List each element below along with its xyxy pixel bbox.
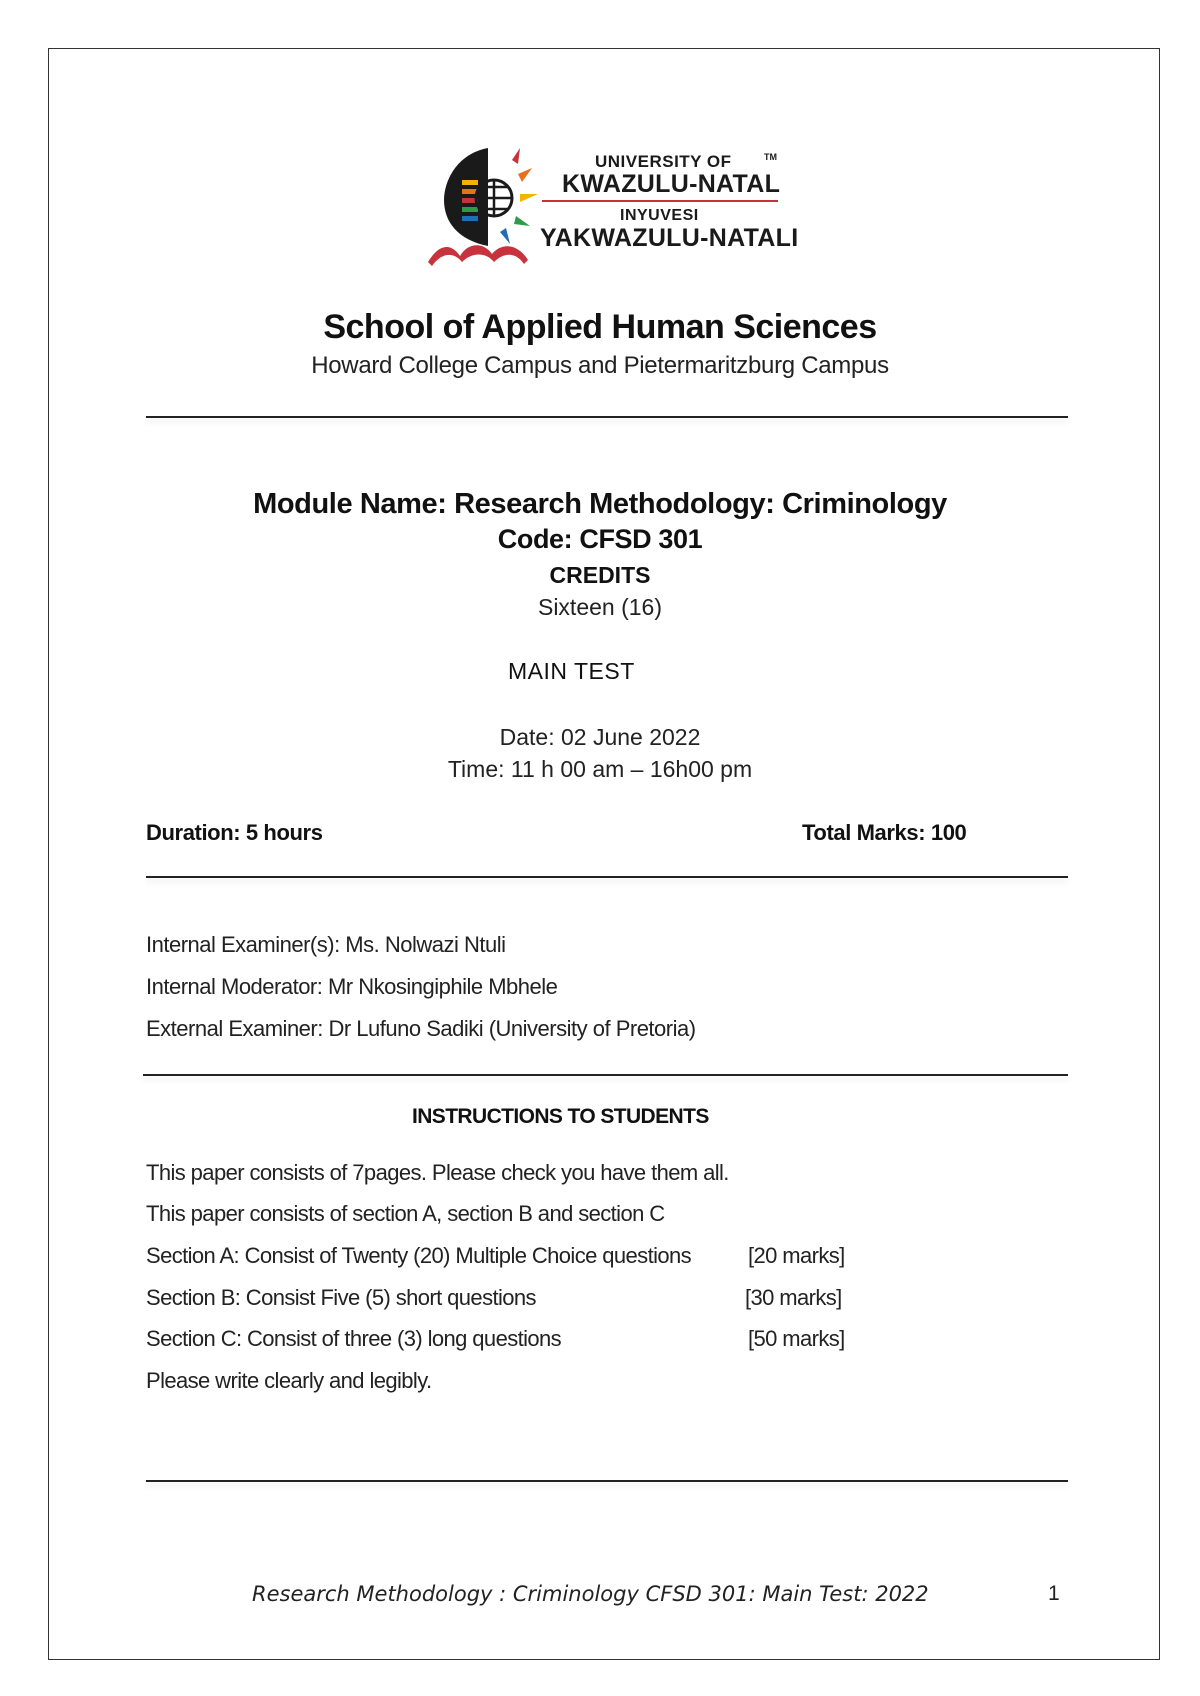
external-examiner: External Examiner: Dr Lufuno Sadiki (University of Pretoria) — [146, 1016, 696, 1041]
section-c-marks: [50 marks] — [748, 1326, 845, 1351]
duration: Duration: 5 hours — [146, 820, 323, 845]
school-title: School of Applied Human Sciences — [323, 308, 877, 346]
internal-examiner: Internal Examiner(s): Ms. Nolwazi Ntuli — [146, 932, 506, 957]
university-logo — [428, 140, 799, 270]
page-footer: Research Methodology : Criminology CFSD 301: Main Test: 2022 — [252, 1582, 929, 1606]
logo-line-inyuvesi: INYUVESI — [620, 207, 699, 224]
page-number: 1 — [1048, 1582, 1060, 1605]
exam-time: Time: 11 h 00 am – 16h00 pm — [447, 756, 753, 782]
section-b-marks: [30 marks] — [745, 1285, 842, 1310]
divider-rule — [146, 416, 1068, 418]
logo-line-kwazulu-natal: KWAZULU-NATAL — [562, 170, 781, 198]
divider-rule — [146, 876, 1068, 878]
logo-line-university-of: UNIVERSITY OF — [595, 152, 732, 171]
instruction-line: Please write clearly and legibly. — [146, 1368, 432, 1393]
module-code: Code: CFSD 301 — [497, 524, 703, 554]
page-border — [48, 48, 1160, 1660]
logo-line-yakwazulu-natali: YAKWAZULU-NATALI — [540, 224, 799, 252]
module-name: Module Name: Research Methodology: Criminology — [253, 488, 947, 520]
test-type: MAIN TEST — [508, 658, 635, 684]
instruction-line: Section A: Consist of Twenty (20) Multiple Choice questions — [146, 1243, 692, 1268]
section-a-marks: [20 marks] — [748, 1243, 845, 1268]
logo-trademark: TM — [764, 152, 777, 162]
internal-moderator: Internal Moderator: Mr Nkosingiphile Mbhele — [146, 974, 558, 999]
instruction-line: Section B: Consist Five (5) short questions — [146, 1285, 536, 1310]
divider-rule — [146, 1480, 1068, 1482]
instructions-heading: INSTRUCTIONS TO STUDENTS — [412, 1105, 709, 1128]
exam-date: Date: 02 June 2022 — [499, 724, 701, 750]
credits-value: Sixteen (16) — [537, 594, 662, 620]
logo-divider — [542, 200, 778, 202]
campus-subtitle: Howard College Campus and Pietermaritzburg Campus — [311, 352, 889, 379]
total-marks: Total Marks: 100 — [802, 820, 967, 845]
divider-rule — [143, 1074, 1068, 1076]
instruction-line: This paper consists of section A, section B and section C — [146, 1201, 665, 1226]
instruction-line: Section C: Consist of three (3) long questions — [146, 1326, 562, 1351]
credits-label: CREDITS — [549, 562, 651, 588]
instruction-line: This paper consists of 7pages. Please check you have them all. — [146, 1160, 729, 1185]
